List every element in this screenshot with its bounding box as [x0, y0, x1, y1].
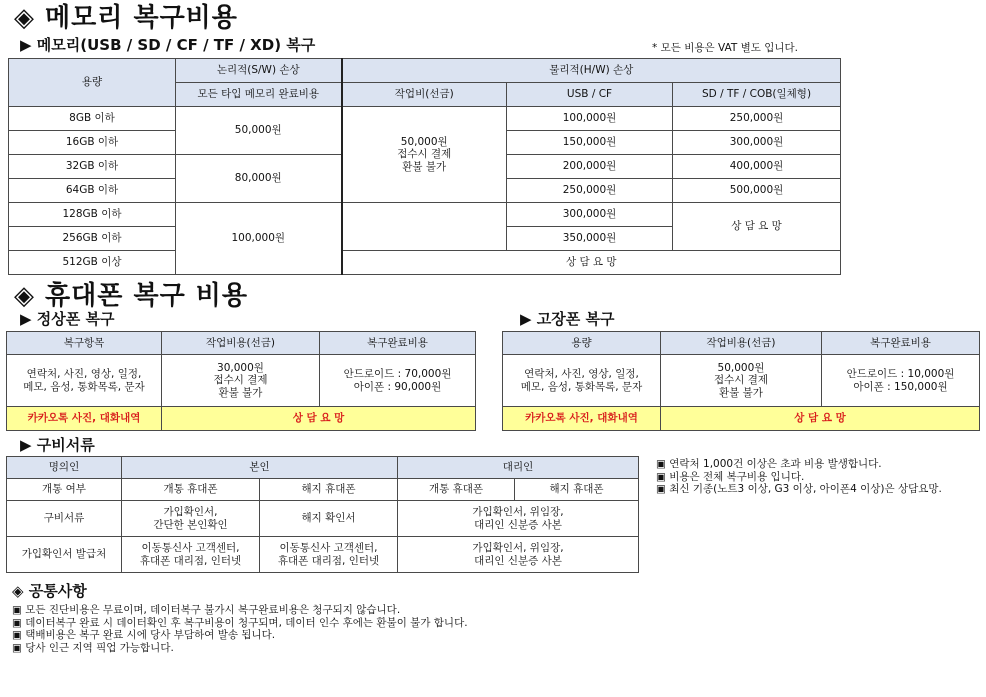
logical-price: 80,000원	[176, 155, 342, 203]
work-fee-empty	[342, 203, 507, 251]
capacity-cell: 128GB 이하	[9, 203, 176, 227]
self-open: 개통 휴대폰	[122, 479, 260, 501]
broken-phone-table	[502, 331, 980, 431]
col-capacity: 용량	[9, 59, 176, 107]
work-fee-cell: 50,000원 접수시 결제 환불 불가	[342, 107, 507, 203]
documents-title: ▶ 구비서류	[20, 436, 95, 454]
capacity-cell: 512GB 이상	[9, 251, 176, 275]
col-logical-sub: 모든 타입 메모리 완료비용	[176, 83, 342, 107]
sd-price: 250,000원	[673, 107, 841, 131]
col-done: 복구완료비용	[320, 332, 476, 355]
item-cell: 연락처, 사진, 영상, 일정, 메모, 음성, 통화목록, 문자	[503, 355, 661, 407]
col-item: 복구항목	[7, 332, 162, 355]
common-notes-title: ◈ 공통사항	[12, 582, 87, 600]
capacity-cell: 8GB 이하	[9, 107, 176, 131]
common-note: ▣ 택배비용은 복구 완료 시에 당사 부담하여 발송 됩니다.	[12, 629, 276, 641]
vat-note: * 모든 비용은 VAT 별도 입니다.	[652, 42, 798, 54]
row-label: 개통 여부	[7, 479, 122, 501]
agent-open: 개통 휴대폰	[398, 479, 515, 501]
row-label: 구비서류	[7, 501, 122, 537]
capacity-cell: 32GB 이하	[9, 155, 176, 179]
usb-price: 300,000원	[507, 203, 673, 227]
sd-price: 400,000원	[673, 155, 841, 179]
common-notes	[12, 604, 468, 654]
usb-price: 350,000원	[507, 227, 673, 251]
work-cell: 30,000원 접수시 결제 환불 불가	[162, 355, 320, 407]
col-work: 작업비용(선금)	[661, 332, 822, 355]
normal-phone-table	[6, 331, 476, 431]
capacity-cell: 64GB 이하	[9, 179, 176, 203]
consult-cell: 상 담 요 망	[342, 251, 841, 275]
normal-phone-title: ▶ 정상폰 복구	[20, 310, 115, 328]
self-header: 본인	[122, 457, 398, 479]
side-note: ▣ 비용은 전체 복구비용 입니다.	[656, 470, 805, 483]
sd-price: 500,000원	[673, 179, 841, 203]
usb-price: 250,000원	[507, 179, 673, 203]
sd-consult: 상 담 요 망	[673, 203, 841, 251]
col-done: 복구완료비용	[822, 332, 980, 355]
agent-header: 대리인	[398, 457, 639, 479]
usb-price: 150,000원	[507, 131, 673, 155]
col-sd-tf: SD / TF / COB(일체형)	[673, 83, 841, 107]
consult-cell: 상 담 요 망	[162, 407, 476, 431]
memory-cost-title: ◈ 메모리 복구비용	[14, 3, 238, 33]
logical-price: 100,000원	[176, 203, 342, 275]
common-note: ▣ 모든 진단비용은 무료이며, 데이터복구 불가시 복구완료비용은 청구되지 않습니다.	[12, 604, 401, 616]
consult-cell: 상 담 요 망	[661, 407, 980, 431]
broken-phone-title: ▶ 고장폰 복구	[520, 310, 615, 328]
col-physical: 물리적(H/W) 손상	[342, 59, 841, 83]
self-closed-issuer: 이동통신사 고객센터, 휴대폰 대리점, 인터넷	[260, 537, 398, 573]
sd-price: 300,000원	[673, 131, 841, 155]
holder-header: 명의인	[7, 457, 122, 479]
documents-table	[6, 456, 639, 573]
col-item: 용량	[503, 332, 661, 355]
agent-docs: 가입확인서, 위임장, 대리인 신분증 사본	[398, 501, 639, 537]
logical-price: 50,000원	[176, 107, 342, 155]
side-notes	[656, 458, 942, 496]
done-cell: 안드로이드 : 10,000원 아이폰 : 150,000원	[822, 355, 980, 407]
common-note: ▣ 데이터복구 완료 시 데이터확인 후 복구비용이 청구되며, 데이터 인수 후에는 환불이 불가 합니다.	[12, 616, 468, 629]
item-cell: 연락처, 사진, 영상, 일정, 메모, 음성, 통화목록, 문자	[7, 355, 162, 407]
col-work-fee: 작업비(선금)	[342, 83, 507, 107]
work-cell: 50,000원 접수시 결제 환불 불가	[661, 355, 822, 407]
agent-closed: 해지 휴대폰	[515, 479, 639, 501]
memory-subtitle: ▶ 메모리(USB / SD / CF / TF / XD) 복구	[20, 36, 316, 54]
usb-price: 100,000원	[507, 107, 673, 131]
row-label: 가입확인서 발급처	[7, 537, 122, 573]
agent-issuer: 가입확인서, 위임장, 대리인 신분증 사본	[398, 537, 639, 573]
col-usb-cf: USB / CF	[507, 83, 673, 107]
done-cell: 안드로이드 : 70,000원 아이폰 : 90,000원	[320, 355, 476, 407]
self-closed: 해지 휴대폰	[260, 479, 398, 501]
kakao-cell: 카카오톡 사진, 대화내역	[503, 407, 661, 431]
usb-price: 200,000원	[507, 155, 673, 179]
capacity-cell: 256GB 이하	[9, 227, 176, 251]
kakao-cell: 카카오톡 사진, 대화내역	[7, 407, 162, 431]
col-logical: 논리적(S/W) 손상	[176, 59, 342, 83]
capacity-cell: 16GB 이하	[9, 131, 176, 155]
self-closed-docs: 해지 확인서	[260, 501, 398, 537]
side-note: ▣ 연락처 1,000건 이상은 초과 비용 발생합니다.	[656, 458, 882, 470]
phone-cost-title: ◈ 휴대폰 복구 비용	[14, 281, 248, 311]
side-note: ▣ 최신 기종(노트3 이상, G3 이상, 아이폰4 이상)은 상담요망.	[656, 483, 942, 495]
common-note: ▣ 당사 인근 지역 픽업 가능합니다.	[12, 641, 174, 654]
col-work: 작업비용(선금)	[162, 332, 320, 355]
self-open-issuer: 이동통신사 고객센터, 휴대폰 대리점, 인터넷	[122, 537, 260, 573]
self-open-docs: 가입확인서, 간단한 본인확인	[122, 501, 260, 537]
memory-cost-table	[8, 58, 841, 275]
